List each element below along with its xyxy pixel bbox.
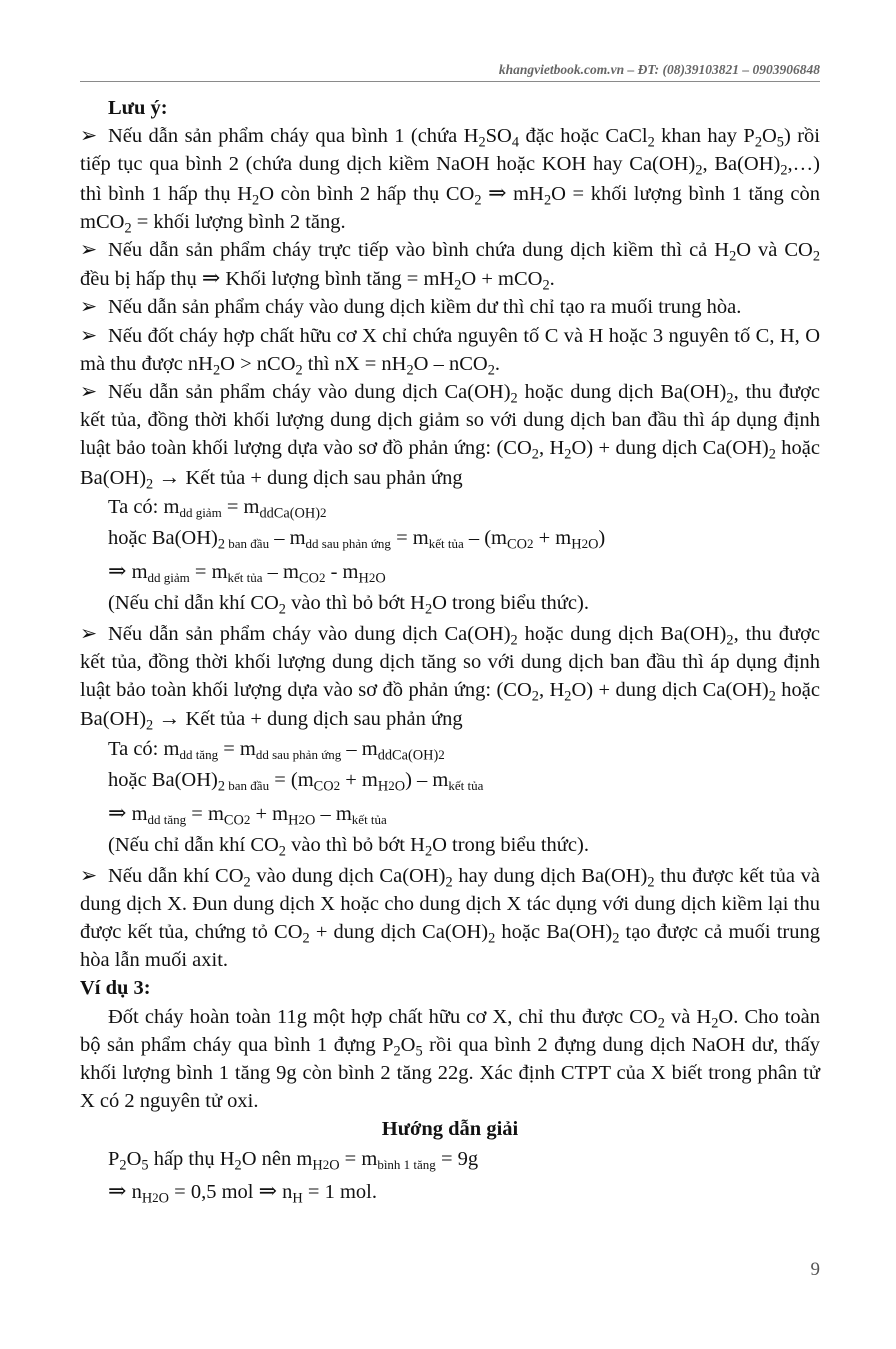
bullet-arrow-icon: ➢ (80, 864, 98, 887)
bullet-arrow-icon: ➢ (80, 381, 98, 404)
bullet-item-6: ➢ Nếu dẫn sản phẩm cháy vào dung dịch $Ca(OH)_2$ hoặc dung dịch $Ba(OH)_2$, thu được kết tủa, đồng thời khối lượng dung dịch tăng so với dung dịch ban đầu thì áp dụng định luật bảo toàn khối lượng dựa vào sơ đồ phản ứng: ($CO_2$, $H_2O$) + dung dịch $Ca(OH)_2$ hoặc $Ba(OH)_2$ → Kết tủa + dung dịch sau phản ứng (80, 620, 820, 734)
formula-line: hoặc $Ba(OH)_2$ $_{ban đầu} - m_{dd sau phản ứng} = m_{kết tủa} - (m_{CO2} + m_{H2O})$ (108, 527, 606, 553)
page-header: khangvietbook.com.vn – ĐT: (08)39103821 – 0903906848 (498, 62, 820, 77)
solution-block (80, 1144, 820, 1209)
formula-block-2 (80, 734, 820, 862)
implies-icon: ⇒ (201, 265, 221, 291)
formula-line: ⇒ $m_{dd giảm} = m_{kết tủa} - m_{CO2} - m_{H2O}$ (108, 557, 386, 587)
reaction-arrow-icon: → (158, 463, 181, 489)
formula-line: Ta có: $m_{dd giảm} = m_{ddCa(OH)2}$ (108, 495, 327, 522)
formula-note: (Nếu chỉ dẫn khí $CO_2$ vào thì bỏ bớt $H_2O$ trong biểu thức). (108, 592, 589, 618)
implies-icon: ⇒ (108, 1178, 127, 1204)
implies-icon: ⇒ (258, 1178, 278, 1204)
page-body (80, 94, 820, 1209)
bullet-arrow-icon: ➢ (80, 239, 98, 262)
solution-title: Hướng dẫn giải (381, 1118, 519, 1141)
bullet-arrow-icon: ➢ (80, 324, 98, 347)
header-divider (80, 81, 820, 82)
implies-icon: ⇒ (108, 557, 127, 583)
bullet-item-5: ➢ Nếu dẫn sản phẩm cháy vào dung dịch $Ca(OH)_2$ hoặc dung dịch $Ba(OH)_2$, thu được kết tủa, đồng thời khối lượng dung dịch giảm so với dung dịch ban đầu thì áp dụng định luật bảo toàn khối lượng dựa vào sơ đồ phản ứng: ($CO_2$, $H_2O$) + dung dịch $Ca(OH)_2$ hoặc $Ba(OH)_2$ → Kết tủa + dung dịch sau phản ứng (80, 378, 820, 492)
bullet-arrow-icon: ➢ (80, 622, 98, 645)
bullet-arrow-icon: ➢ (80, 125, 98, 148)
formula-line: hoặc $Ba(OH)_2$ $_{ban đầu} = (m_{CO2} + m_{H2O}) - m_{kết tủa}$ (108, 769, 484, 795)
solution-line: $P_2O_5$ hấp thụ $H_2O$ nên $m_{H2O} = m_{bình 1 tăng} = 9g$ (108, 1147, 479, 1173)
page-number: 9 (810, 1259, 820, 1280)
bullet-arrow-icon: ➢ (80, 296, 98, 319)
formula-line: ⇒ $m_{dd tăng} = m_{CO2} + m_{H2O} - m_{kết tủa}$ (108, 799, 387, 828)
formula-block-1 (80, 492, 820, 620)
implies-icon: ⇒ (488, 179, 507, 205)
bullet-item-1: ➢ Nếu dẫn sản phẩm cháy qua bình 1 (chứa $H_2SO_4$ đặc hoặc CaCl$_2$ khan hay $P_2O_5$) rồi tiếp tục qua bình 2 (chứa dung dịch kiềm NaOH hoặc KOH hay $Ca(OH)_2$, $Ba(OH)_2,\dots$) thì bình 1 hấp thụ $H_2O$ còn bình 2 hấp thụ $CO_2$ ⇒ $mH_2O$ = khối lượng bình 1 tăng còn mCO$_2$ = khối lượng bình 2 tăng. (80, 122, 820, 236)
reaction-arrow-icon: → (158, 705, 181, 731)
example-title: Ví dụ 3: (80, 977, 151, 1000)
note-title: Lưu ý: (108, 97, 168, 119)
bullet-item-4: ➢ Nếu đốt cháy hợp chất hữu cơ X chỉ chứa nguyên tố C và H hoặc 3 nguyên tố C, H, O mà thu được $nH_2O > nCO_2$ thì nX = $nH_2O - nCO_2$. (80, 322, 820, 378)
formula-line: Ta có: $m_{dd tăng} = m_{dd sau phản ứng} - m_{ddCa(OH)2}$ (108, 737, 445, 763)
formula-note: (Nếu chỉ dẫn khí $CO_2$ vào thì bỏ bớt $H_2O$ trong biểu thức). (108, 834, 589, 860)
solution-line: ⇒ $n_{H2O} = 0,5$ mol ⇒ $n_H = 1$ mol. (108, 1178, 377, 1207)
implies-icon: ⇒ (108, 799, 127, 825)
bullet-item-7: ➢ Nếu dẫn khí $CO_2$ vào dung dịch $Ca(OH)_2$ hay dung dịch $Ba(OH)_2$ thu được kết tủa và dung dịch X. Đun dung dịch X hoặc cho dung dịch X tác dụng với dung dịch kiềm lại thu được kết tủa, chứng tỏ $CO_2$ + dung dịch $Ca(OH)_2$ hoặc $Ba(OH)_2$ tạo được cả muối trung hòa lẫn muối axit. (80, 862, 820, 975)
bullet-item-2: ➢ Nếu dẫn sản phẩm cháy trực tiếp vào bình chứa dung dịch kiềm thì cả $H_2O$ và $CO_2$ đều bị hấp thụ ⇒ Khối lượng bình tăng = $mH_2O + mCO_2$. (80, 236, 820, 293)
example-text: Đốt cháy hoàn toàn 11g một hợp chất hữu cơ X, chỉ thu được $CO_2$ và $H_2O$. Cho toàn bộ sản phẩm cháy qua bình 1 đựng $P_2O_5$ rồi qua bình 2 đựng dung dịch NaOH dư, thấy khối lượng bình 1 tăng 9g còn bình 2 tăng 22g. Xác định CTPT của X biết trong phân tử X có 2 nguyên tử oxi. (80, 1005, 821, 1113)
bullet-item-3: ➢ Nếu dẫn sản phẩm cháy vào dung dịch kiềm dư thì chỉ tạo ra muối trung hòa. (80, 293, 820, 321)
